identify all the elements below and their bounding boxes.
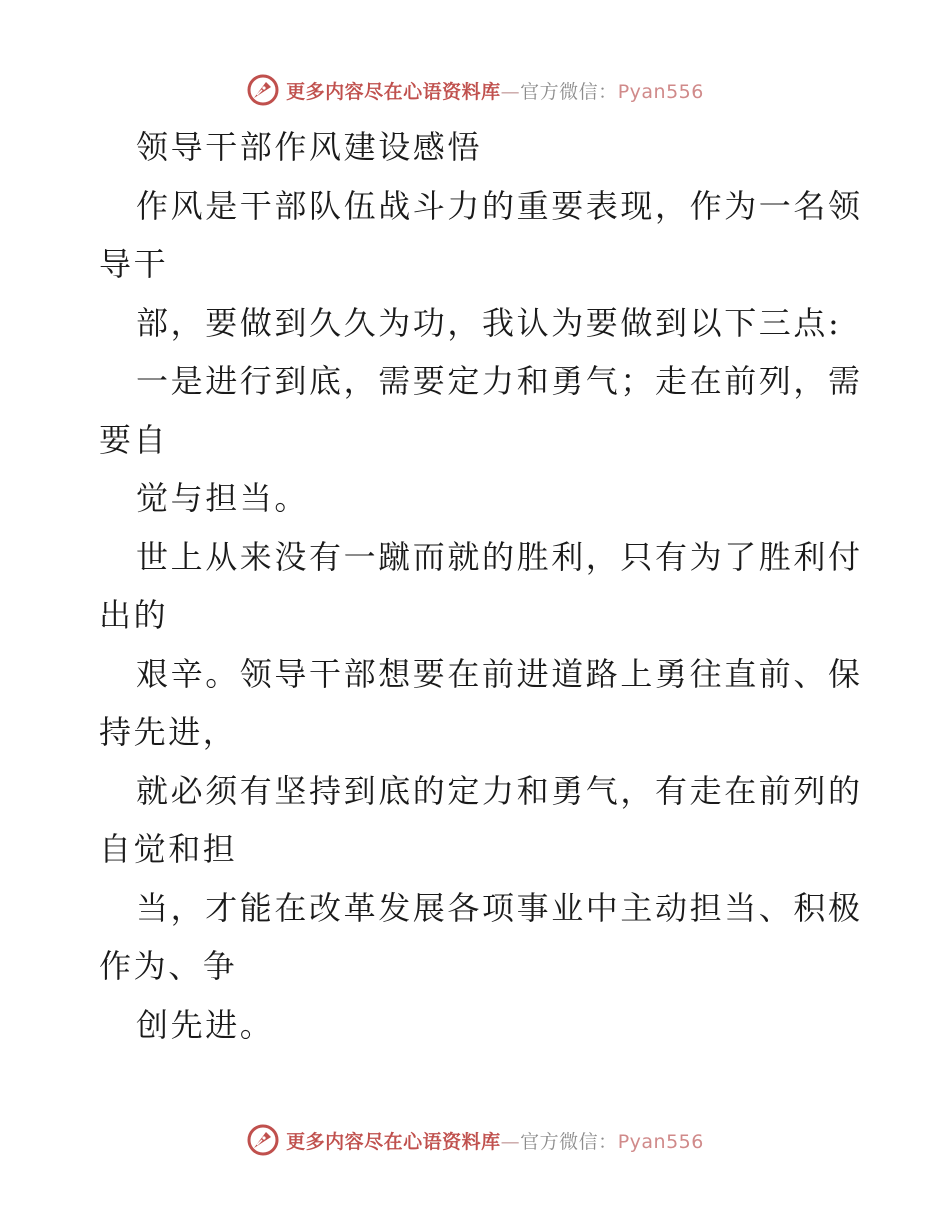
paragraph-line: 部，要做到久久为功，我认为要做到以下三点: xyxy=(136,303,842,342)
banner-label: 官方微信： xyxy=(520,80,618,103)
paragraph-line: 持先进， xyxy=(99,713,238,751)
paragraph-line: 作风是干部队伍战斗力的重要表现，作为一名领 xyxy=(136,186,863,225)
paragraph-line: 一是进行到底，需要定力和勇气；走在前列，需 xyxy=(136,362,863,400)
paragraph-line: 自觉和担 xyxy=(99,830,238,868)
document-body xyxy=(0,118,950,1054)
paragraph-line: 创先进。 xyxy=(136,1005,275,1044)
pen-nib-logo-icon xyxy=(246,73,280,107)
footer-banner-inner xyxy=(246,1123,704,1157)
paragraph-line: 要自 xyxy=(99,420,169,459)
paragraph-line: 当，才能在改革发展各项事业中主动担当、积极 xyxy=(136,888,863,927)
banner-label: 官方微信： xyxy=(520,1130,618,1153)
header-banner-inner xyxy=(246,73,704,107)
paragraph-line: 就必须有坚持到底的定力和勇气，有走在前列的 xyxy=(136,771,863,810)
header-banner-text xyxy=(286,77,704,104)
paragraph-line: 世上从来没有一蹴而就的胜利，只有为了胜利付 xyxy=(136,537,863,576)
paragraph-line: 艰辛。领导干部想要在前进道路上勇往直前、保 xyxy=(136,654,863,693)
banner-main-text: 更多内容尽在心语资料库 xyxy=(286,1130,501,1153)
banner-dash: — xyxy=(500,1130,521,1153)
paragraph-line: 导干 xyxy=(99,245,169,283)
paragraph-line: 觉与担当。 xyxy=(136,479,310,517)
document-title: 领导干部作风建设感悟 xyxy=(136,128,483,166)
banner-wechat-id: Pyan556 xyxy=(617,80,704,103)
pen-nib-logo-icon xyxy=(246,1123,280,1157)
header-banner xyxy=(0,70,950,110)
banner-dash: — xyxy=(500,80,521,103)
footer-banner-text xyxy=(286,1127,704,1154)
paragraph-line: 出的 xyxy=(99,596,169,634)
footer-banner xyxy=(0,1120,950,1160)
banner-wechat-id: Pyan556 xyxy=(617,1130,704,1153)
paragraph-line: 作为、争 xyxy=(99,947,238,985)
banner-main-text: 更多内容尽在心语资料库 xyxy=(286,80,501,103)
